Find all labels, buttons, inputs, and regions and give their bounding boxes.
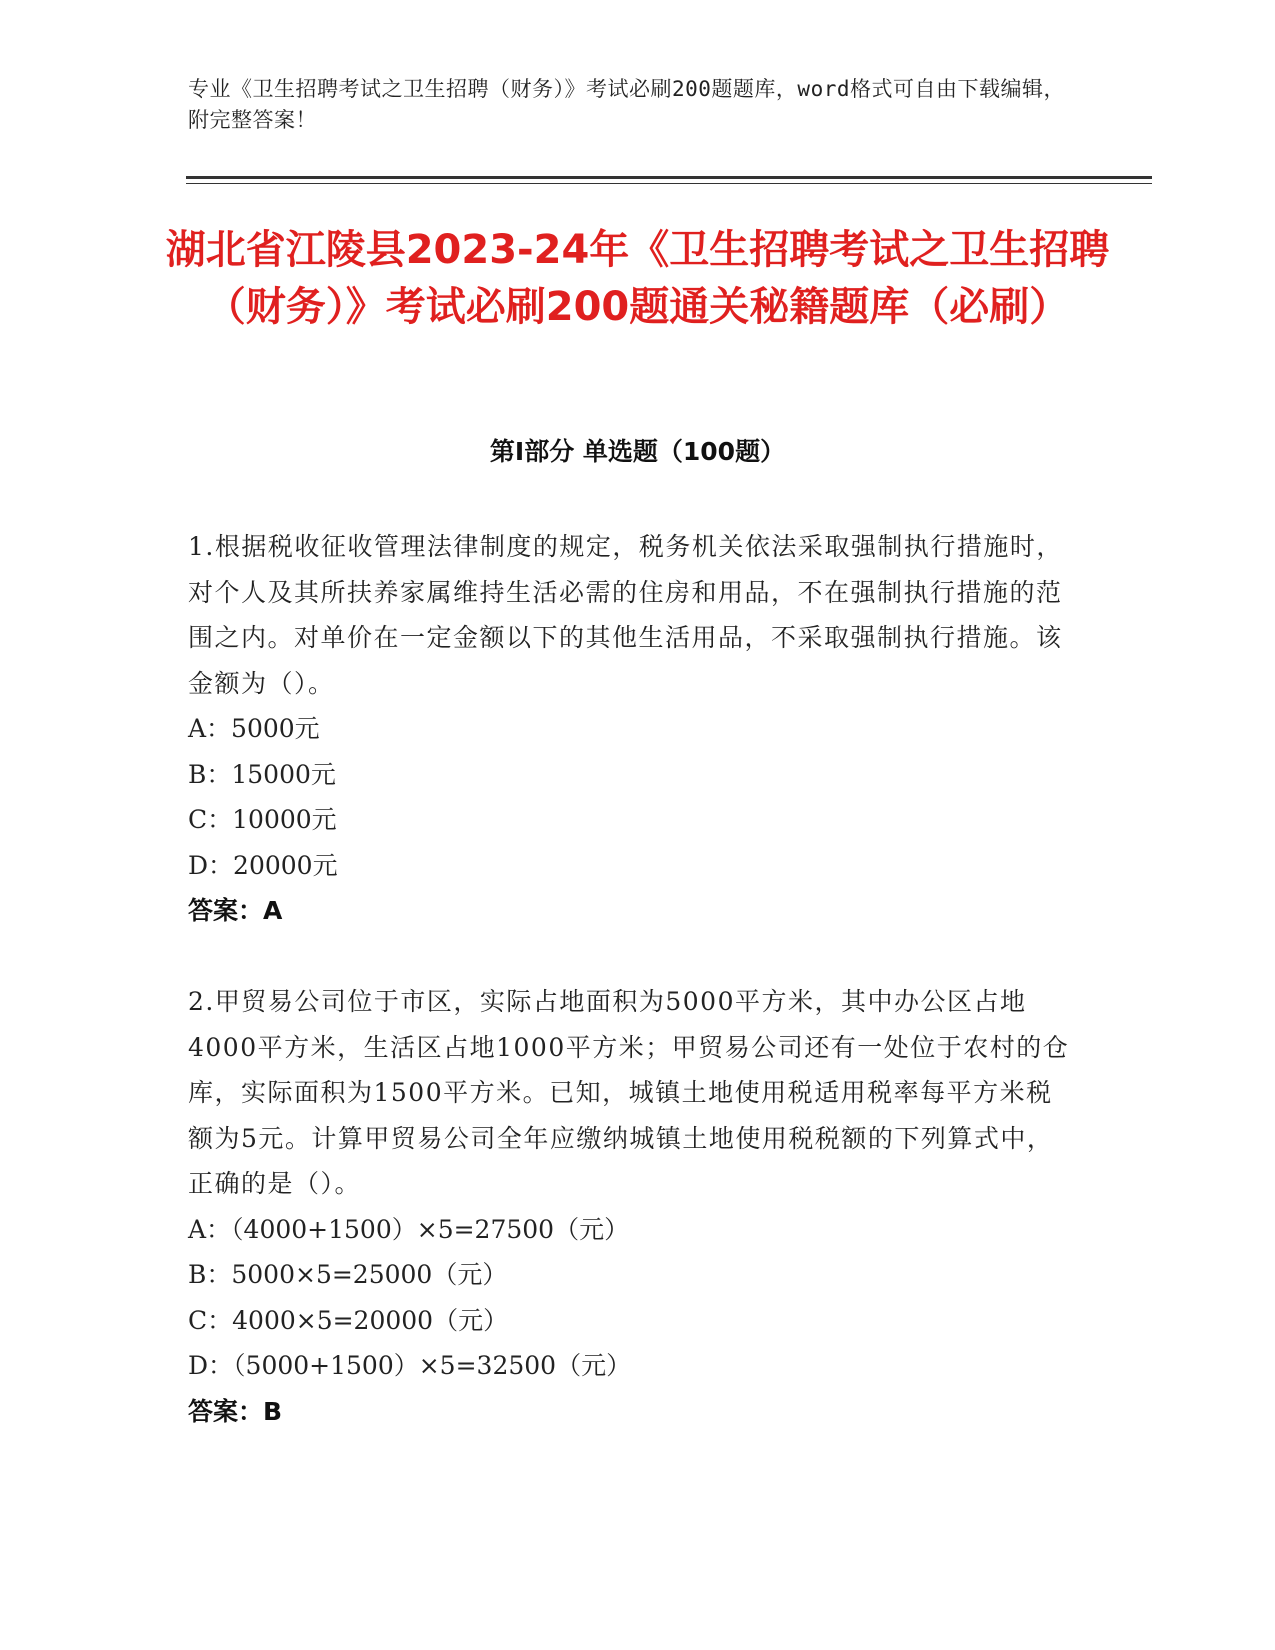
question-stem: 1.根据税收征收管理法律制度的规定，税务机关依法采取强制执行措施时，对个人及其所扶养家属维持生活必需的住房和用品，不在强制执行措施的范围之内。对单价在一定金额以下的其他生活用品，不采取强制执行措施。该金额为（）。 — [188, 532, 1063, 698]
option-b: B：15000元 — [188, 759, 336, 789]
document-title: 湖北省江陵县2023-24年《卫生招聘考试之卫生招聘（财务）》考试必刷200题通关秘籍题库（必刷） — [165, 227, 1110, 330]
header-divider-thin — [186, 183, 1152, 184]
option-d: D：（5000+1500）×5=32500（元） — [188, 1351, 632, 1380]
option-c: C：4000×5=20000（元） — [188, 1305, 509, 1335]
question-2 — [188, 979, 1078, 1434]
header-note: 专业《卫生招聘考试之卫生招聘（财务）》考试必刷200题题库，word格式可自由下载编辑，附完整答案！ — [188, 77, 1065, 132]
question-stem: 2.甲贸易公司位于市区，实际占地面积为5000平方米，其中办公区占地4000平方米，生活区占地1000平方米；甲贸易公司还有一处位于农村的仓库，实际面积为1500平方米。已知，城镇土地使用税适用税率每平方米税额为5元。计算甲贸易公司全年应缴纳城镇土地使用税税额的下列算式中，正确的是（）。 — [188, 987, 1070, 1198]
option-a: A：（4000+1500）×5=27500（元） — [188, 1214, 630, 1244]
section-title: 第Ⅰ部分 单选题（100题） — [489, 437, 786, 466]
answer-label: 答案：A — [188, 896, 283, 925]
option-d: D：20000元 — [188, 850, 338, 880]
answer-label: 答案：B — [188, 1396, 283, 1426]
question-1 — [188, 524, 1078, 934]
option-c: C：10000元 — [188, 805, 337, 834]
header-divider-thick — [186, 176, 1152, 179]
option-b: B：5000×5=25000（元） — [188, 1260, 508, 1289]
option-a: A：5000元 — [188, 714, 320, 743]
